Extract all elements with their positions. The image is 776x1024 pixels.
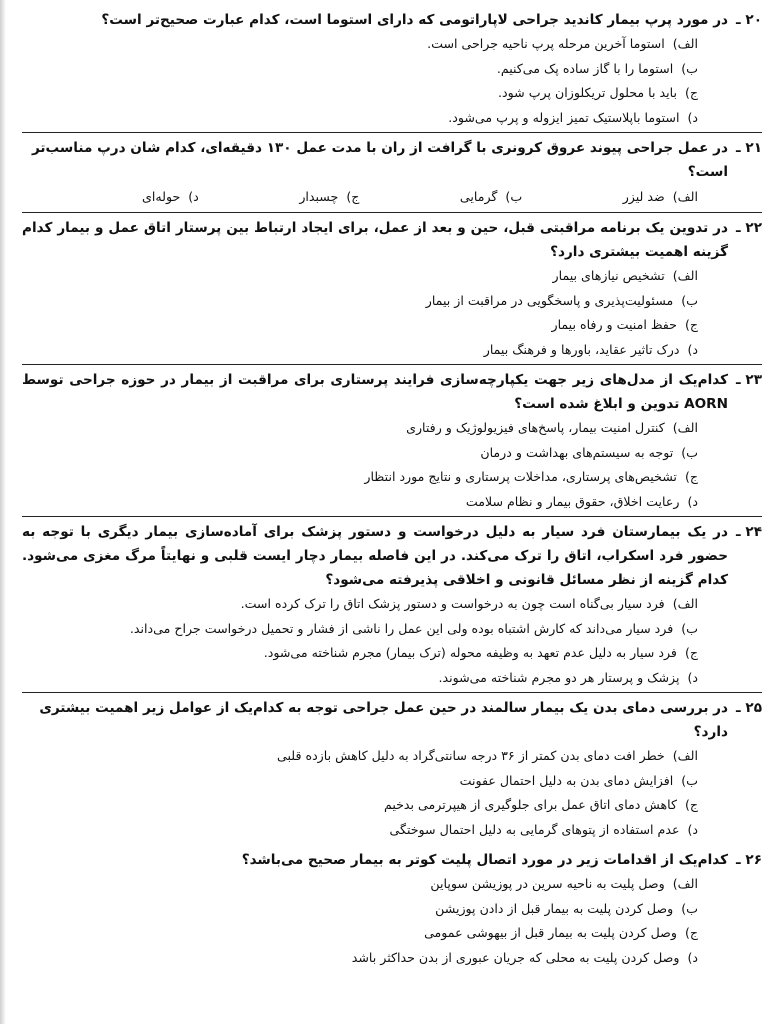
question-23 <box>22 368 762 514</box>
question-text: در بررسی دمای بدن یک بیمار سالمند در حین عمل جراحی توجه به کدام‌یک از عوامل زیر اهمیت بیشتری دارد؟ <box>39 700 728 740</box>
option-text: استوما آخرین مرحله پرپ ناحیه جراحی است. <box>427 36 665 51</box>
question-header <box>22 8 762 32</box>
option-label: ج) <box>346 189 360 204</box>
option-text: پزشک و پرستار هر دو مجرم شناخته می‌شوند. <box>438 669 680 685</box>
option-dal[interactable] <box>142 184 199 210</box>
option-alef[interactable] <box>22 592 698 617</box>
option-label: ب) <box>681 292 698 308</box>
option-alef[interactable] <box>22 744 698 769</box>
option-jim[interactable] <box>299 184 359 210</box>
option-alef[interactable] <box>22 264 698 289</box>
option-text: فرد سیار بی‌گناه است چون به درخواست و دستور پزشک اتاق را ترک کرده است. <box>240 596 665 611</box>
options-list-inline <box>22 184 762 210</box>
option-label: د) <box>687 109 698 125</box>
question-header <box>22 520 762 592</box>
option-text: وصل کردن پلیت به محلی که جریان عبوری از بدن حداکثر باشد <box>351 949 680 965</box>
question-22 <box>22 216 762 362</box>
option-label: الف) <box>672 36 698 51</box>
options-list <box>22 416 762 514</box>
option-text: تشخیص نیازهای بیمار <box>552 268 665 283</box>
option-text: رعایت اخلاق، حقوق بیمار و نظام سلامت <box>465 493 680 509</box>
options-list <box>22 592 762 690</box>
option-be[interactable] <box>22 289 698 314</box>
option-text: تشخیص‌های پرستاری، مداخلات پرستاری و نتایج مورد انتظار <box>364 469 677 484</box>
question-header <box>22 136 762 184</box>
option-label: د) <box>687 669 698 685</box>
option-label: ج) <box>684 85 698 100</box>
option-text: وصل پلیت به ناحیه سرین در پوزیشن سوپاین <box>430 876 665 891</box>
question-20 <box>22 8 762 130</box>
question-24 <box>22 520 762 690</box>
option-text: ضد لیزر <box>622 189 665 204</box>
option-text: وصل کردن پلیت به بیمار قبل از بیهوشی عمومی <box>424 925 677 940</box>
option-label: ج) <box>684 645 698 660</box>
option-text: افزایش دمای بدن به دلیل احتمال عفونت <box>459 772 674 788</box>
option-text: توجه به سیستم‌های بهداشت و درمان <box>480 444 674 460</box>
option-be[interactable] <box>22 57 698 82</box>
option-label: د) <box>687 493 698 509</box>
question-header <box>22 696 762 744</box>
option-label: د) <box>687 821 698 837</box>
question-number: ۲۶ ـ <box>736 852 762 868</box>
option-jim[interactable] <box>22 313 698 338</box>
option-label: ب) <box>681 444 698 460</box>
option-text: فرد سیار به دلیل عدم تعهد به وظیفه محوله (ترک بیمار) مجرم شناخته می‌شود. <box>263 645 677 660</box>
option-dal[interactable] <box>22 818 698 843</box>
option-text: عدم استفاده از پتوهای گرمایی به دلیل احتمال سوختگی <box>389 821 680 837</box>
option-label: د) <box>188 189 199 204</box>
question-21 <box>22 136 762 210</box>
question-number: ۲۴ ـ <box>736 524 762 540</box>
question-text: در تدوین یک برنامه مراقبتی قبل، حین و بعد از عمل، برای ایجاد ارتباط بین پرستار اتاق عمل و بیمار کدام گزینه اهمیت بیشتری دارد؟ <box>22 220 728 260</box>
option-label: ج) <box>684 925 698 940</box>
question-divider <box>22 364 762 365</box>
question-number: ۲۲ ـ <box>736 220 762 236</box>
option-text: کنترل امنیت بیمار، پاسخ‌های فیزیولوژیک و رفتاری <box>406 420 665 435</box>
option-dal[interactable] <box>22 946 698 971</box>
option-text: حوله‌ای <box>142 189 181 204</box>
question-text: در یک بیمارستان فرد سیار به دلیل درخواست و دستور پزشک برای آماده‌سازی بیمار دیگری با توجه به حضور فرد اسکراب، اتاق را ترک می‌کند. در این فاصله بیمار دچار ایست قلبی و نهایتاً مرگ مغزی می‌شود. کدام گزینه از نظر مسائل قانونی و اخلاقی پذیرفته می‌شود؟ <box>22 524 728 588</box>
option-text: باید با محلول تریکلوزان پرپ شود. <box>498 85 677 100</box>
option-jim[interactable] <box>22 465 698 490</box>
options-list <box>22 872 762 970</box>
option-be[interactable] <box>22 897 698 922</box>
option-jim[interactable] <box>22 81 698 106</box>
option-alef[interactable] <box>22 872 698 897</box>
option-label: الف) <box>672 420 698 435</box>
option-be[interactable] <box>460 184 522 210</box>
question-text: کدام‌یک از مدل‌های زیر جهت یکپارچه‌سازی فرایند پرستاری برای مراقبت از بیمار در حوزه جراحی توسط AORN تدوین و ابلاغ شده است؟ <box>22 372 728 412</box>
option-label: د) <box>687 341 698 357</box>
option-label: ب) <box>505 189 523 204</box>
option-label: الف) <box>672 748 698 763</box>
option-label: ب) <box>681 900 698 916</box>
option-jim[interactable] <box>22 921 698 946</box>
option-label: ج) <box>684 317 698 332</box>
question-text: در مورد پرپ بیمار کاندید جراحی لاپاراتومی که دارای استوما است، کدام عبارت صحیح‌تر است؟ <box>101 12 728 28</box>
option-be[interactable] <box>22 769 698 794</box>
options-list <box>22 264 762 362</box>
question-divider <box>22 132 762 133</box>
options-list <box>22 744 762 842</box>
question-25 <box>22 696 762 842</box>
option-dal[interactable] <box>22 490 698 515</box>
option-text: مسئولیت‌پذیری و پاسخگویی در مراقبت از بیمار <box>425 292 674 308</box>
option-dal[interactable] <box>22 106 698 131</box>
question-divider <box>22 516 762 517</box>
option-label: ب) <box>681 620 698 636</box>
option-text: درک تاثیر عقاید، باورها و فرهنگ بیمار <box>483 341 680 357</box>
option-dal[interactable] <box>22 338 698 363</box>
option-label: ب) <box>681 60 698 76</box>
question-header <box>22 216 762 264</box>
option-label: ب) <box>681 772 698 788</box>
question-header <box>22 848 762 872</box>
option-label: الف) <box>672 876 698 891</box>
question-text: در عمل جراحی پیوند عروق کرونری با گرافت از ران با مدت عمل ۱۳۰ دقیقه‌ای، کدام شان درپ مناسب‌تر است؟ <box>31 140 728 180</box>
option-jim[interactable] <box>22 641 698 666</box>
option-label: الف) <box>672 189 698 204</box>
option-alef[interactable] <box>22 32 698 57</box>
option-text: فرد سیار می‌داند که کارش اشتباه بوده ولی این عمل را ناشی از فشار و تحمیل درخواست جراح می‌داند. <box>129 620 674 636</box>
question-number: ۲۰ ـ <box>736 12 762 28</box>
question-header <box>22 368 762 416</box>
option-label: الف) <box>672 268 698 283</box>
options-list <box>22 32 762 130</box>
question-number: ۲۱ ـ <box>736 140 762 156</box>
option-be[interactable] <box>22 441 698 466</box>
option-alef[interactable] <box>22 416 698 441</box>
option-text: حفظ امنیت و رفاه بیمار <box>551 317 677 332</box>
option-text: استوما باپلاستیک تمیز ایزوله و پرپ می‌شود. <box>448 109 680 125</box>
question-divider <box>22 692 762 693</box>
page-edge-shadow <box>0 0 6 1024</box>
option-be[interactable] <box>22 617 698 642</box>
option-text: استوما را با گاز ساده پک می‌کنیم. <box>496 60 674 76</box>
option-text: چسبدار <box>299 189 339 204</box>
option-text: کاهش دمای اتاق عمل برای جلوگیری از هیپرترمی بدخیم <box>383 797 677 812</box>
option-text: وصل کردن پلیت به بیمار قبل از دادن پوزیشن <box>435 900 674 916</box>
option-text: گرمایی <box>459 189 498 204</box>
question-number: ۲۵ ـ <box>736 700 762 716</box>
question-divider <box>22 212 762 213</box>
option-label: ج) <box>684 797 698 812</box>
option-text: خطر افت دمای بدن کمتر از ۳۶ درجه سانتی‌گراد به دلیل کاهش بازده قلبی <box>276 748 665 763</box>
option-jim[interactable] <box>22 793 698 818</box>
question-number: ۲۳ ـ <box>736 372 762 388</box>
option-label: ج) <box>684 469 698 484</box>
option-label: د) <box>687 949 698 965</box>
option-alef[interactable] <box>623 184 698 210</box>
question-26 <box>22 848 762 970</box>
question-text: کدام‌یک از اقدامات زیر در مورد اتصال پلیت کوتر به بیمار صحیح می‌باشد؟ <box>241 852 728 868</box>
option-label: الف) <box>672 596 698 611</box>
option-dal[interactable] <box>22 666 698 691</box>
